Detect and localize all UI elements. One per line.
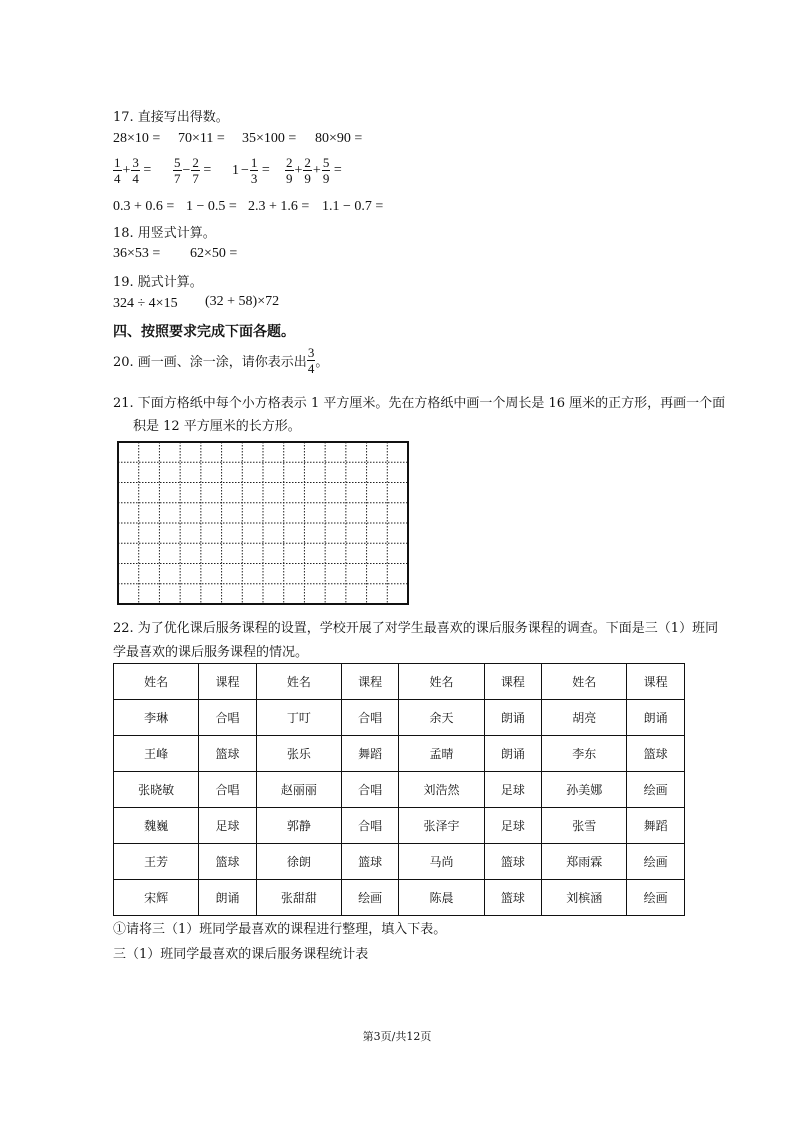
q17-row3-item-2: 1 − 0.5 =	[186, 199, 237, 214]
table-cell: 合唱	[199, 700, 257, 736]
table-cell: 绘画	[627, 880, 685, 916]
square-grid-paper[interactable]	[117, 441, 409, 605]
survey-table	[113, 663, 685, 916]
table-cell: 篮球	[341, 844, 399, 880]
table-cell: 刘浩然	[399, 772, 484, 808]
table-cell: 合唱	[341, 808, 399, 844]
table-cell: 王峰	[114, 736, 199, 772]
q17-row1-item-3: 35×100 =	[242, 131, 297, 146]
q19-item-2: (32 + 58)×72	[205, 294, 280, 309]
q18-item-1: 36×53 =	[113, 246, 161, 261]
table-cell: 魏巍	[114, 808, 199, 844]
table-cell: 郑雨霖	[542, 844, 627, 880]
q17-row1-item-1: 28×10 =	[113, 131, 161, 146]
page-footer: 第3页/共12页	[362, 1030, 432, 1043]
table-cell: 王芳	[114, 844, 199, 880]
table-cell: 合唱	[199, 772, 257, 808]
q17-row1-item-2: 70×11 =	[178, 131, 225, 146]
table-header-row	[114, 664, 685, 700]
table-row	[114, 880, 685, 916]
table-cell: 丁叮	[256, 700, 341, 736]
table-cell: 舞蹈	[627, 808, 685, 844]
table-cell: 张乐	[256, 736, 341, 772]
q17-row2-item-2: $\frac{5}{7}$ − $\frac{2}{7}$ =	[174, 155, 212, 186]
table-row	[114, 700, 685, 736]
table-cell: 马尚	[399, 844, 484, 880]
table-row	[114, 808, 685, 844]
table-cell: 课程	[627, 664, 685, 700]
stat-table-title: 三（1）班同学最喜欢的课后服务课程统计表	[113, 947, 369, 962]
table-cell: 篮球	[627, 736, 685, 772]
q17-row3-item-3: 2.3 + 1.6 =	[248, 199, 310, 214]
table-cell: 张雪	[542, 808, 627, 844]
q21-line-2: 积是 12 平方厘米的长方形。	[133, 419, 301, 434]
table-cell: 张甜甜	[256, 880, 341, 916]
q18-title: 18. 用竖式计算。	[113, 226, 216, 241]
table-cell: 姓名	[542, 664, 627, 700]
table-cell: 陈晨	[399, 880, 484, 916]
table-cell: 篮球	[199, 736, 257, 772]
q22-line-2: 学最喜欢的课后服务课程的情况。	[113, 645, 309, 660]
table-cell: 张泽宇	[399, 808, 484, 844]
table-cell: 朗诵	[484, 700, 542, 736]
table-cell: 课程	[341, 664, 399, 700]
q17-title: 17. 直接写出得数。	[113, 110, 229, 125]
q17-row2-item-1: $\frac{1}{4}$ + $\frac{3}{4}$ =	[114, 155, 152, 186]
table-cell: 合唱	[341, 772, 399, 808]
table-cell: 张晓敏	[114, 772, 199, 808]
q18-item-2: 62×50 =	[190, 246, 238, 261]
table-cell: 篮球	[484, 844, 542, 880]
table-cell: 篮球	[484, 880, 542, 916]
table-cell: 李东	[542, 736, 627, 772]
table-cell: 宋辉	[114, 880, 199, 916]
table-cell: 绘画	[627, 844, 685, 880]
table-cell: 朗诵	[199, 880, 257, 916]
table-cell: 合唱	[341, 700, 399, 736]
grid-lines	[118, 442, 408, 604]
table-cell: 胡亮	[542, 700, 627, 736]
section-4-title: 四、按照要求完成下面各题。	[113, 324, 295, 340]
table-cell: 绘画	[341, 880, 399, 916]
table-cell: 赵丽丽	[256, 772, 341, 808]
table-cell: 姓名	[399, 664, 484, 700]
q19-title: 19. 脱式计算。	[113, 275, 203, 290]
q17-row2-item-4: $\frac{2}{9}$ + $\frac{2}{9}$ + $\frac{5}{9}$ =	[286, 155, 342, 186]
table-cell: 姓名	[114, 664, 199, 700]
q17-row3-item-4: 1.1 − 0.7 =	[322, 199, 384, 214]
q17-row1-item-4: 80×90 =	[315, 131, 363, 146]
table-cell: 李琳	[114, 700, 199, 736]
table-cell: 足球	[484, 772, 542, 808]
q20-prompt: 20. 画一画、涂一涂，请你表示出 $\frac{3}{4}$ 。	[113, 345, 329, 376]
table-cell: 足球	[484, 808, 542, 844]
q21-line-1: 21. 下面方格纸中每个小方格表示 1 平方厘米。先在方格纸中画一个周长是 16 厘米的正方形，再画一个面	[113, 396, 726, 411]
table-cell: 绘画	[627, 772, 685, 808]
table-cell: 舞蹈	[341, 736, 399, 772]
table-cell: 足球	[199, 808, 257, 844]
table-row	[114, 844, 685, 880]
q22-sub-1: ①请将三（1）班同学最喜欢的课程进行整理，填入下表。	[113, 922, 447, 937]
table-cell: 姓名	[256, 664, 341, 700]
table-cell: 朗诵	[484, 736, 542, 772]
table-cell: 郭静	[256, 808, 341, 844]
q19-item-1: 324 ÷ 4×15	[113, 296, 178, 311]
table-cell: 孟晴	[399, 736, 484, 772]
table-cell: 篮球	[199, 844, 257, 880]
q17-row3-item-1: 0.3 + 0.6 =	[113, 199, 175, 214]
table-cell: 课程	[484, 664, 542, 700]
q22-line-1: 22. 为了优化课后服务课程的设置，学校开展了对学生最喜欢的课后服务课程的调查。下面是三（1）班同	[113, 621, 719, 636]
table-cell: 刘槟涵	[542, 880, 627, 916]
q17-row2-item-3: 1 − $\frac{1}{3}$ =	[232, 155, 270, 186]
table-row	[114, 736, 685, 772]
table-cell: 孙美娜	[542, 772, 627, 808]
table-row	[114, 772, 685, 808]
table-cell: 徐朗	[256, 844, 341, 880]
table-cell: 课程	[199, 664, 257, 700]
table-cell: 余天	[399, 700, 484, 736]
table-cell: 朗诵	[627, 700, 685, 736]
